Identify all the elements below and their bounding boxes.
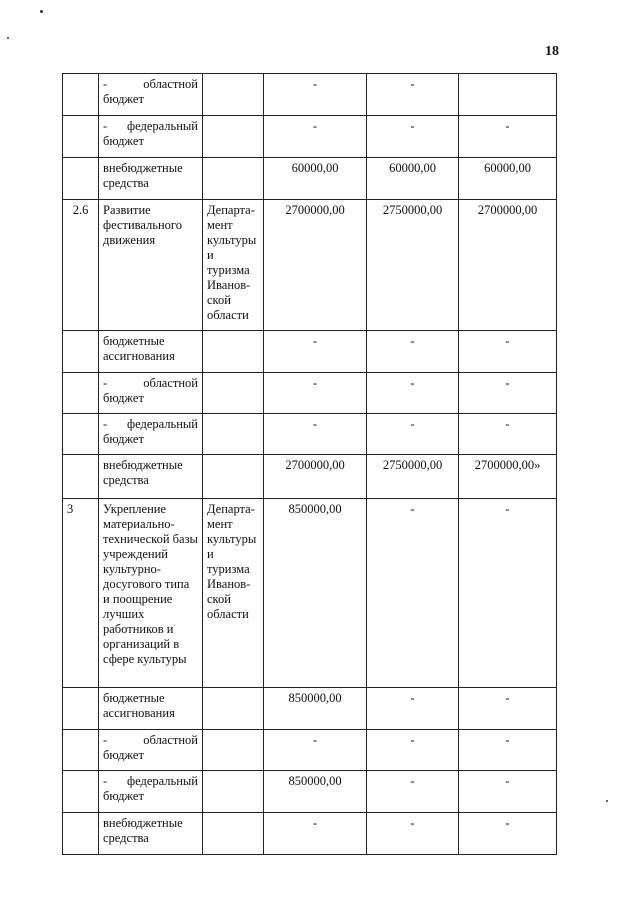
- row-number: [63, 373, 99, 414]
- row-value-year3: 2700000,00: [459, 200, 557, 331]
- row-value-year2: -: [367, 373, 459, 414]
- row-value-year2: -: [367, 116, 459, 158]
- row-number: 3: [63, 499, 99, 688]
- row-number: [63, 331, 99, 373]
- row-value-year2: -: [367, 414, 459, 455]
- row-name: - областной бюджет: [99, 373, 203, 414]
- row-name: внебюджетные средства: [99, 158, 203, 200]
- page-number: 18: [545, 44, 559, 59]
- row-value-year2: -: [367, 730, 459, 771]
- scan-speck: [7, 37, 9, 39]
- row-value-year2: 60000,00: [367, 158, 459, 200]
- table-row: [63, 730, 557, 771]
- row-value-year3: -: [459, 499, 557, 688]
- table-row: [63, 373, 557, 414]
- row-executor: [203, 373, 264, 414]
- row-value-year1: 2700000,00: [264, 455, 367, 499]
- row-value-year1: 60000,00: [264, 158, 367, 200]
- row-name: - федеральный бюджет: [99, 414, 203, 455]
- row-executor: [203, 813, 264, 855]
- row-name: бюджетные ассигнования: [99, 688, 203, 730]
- row-number: [63, 730, 99, 771]
- row-number: [63, 74, 99, 116]
- row-value-year3: -: [459, 116, 557, 158]
- row-name: - федеральный бюджет: [99, 116, 203, 158]
- row-executor: [203, 74, 264, 116]
- row-value-year1: -: [264, 331, 367, 373]
- table-row: [63, 813, 557, 855]
- row-value-year3: -: [459, 688, 557, 730]
- row-value-year3: -: [459, 373, 557, 414]
- row-value-year3: 2700000,00»: [459, 455, 557, 499]
- row-value-year2: -: [367, 813, 459, 855]
- row-value-year3: [459, 74, 557, 116]
- row-number: [63, 116, 99, 158]
- row-value-year1: 850000,00: [264, 499, 367, 688]
- row-value-year3: -: [459, 813, 557, 855]
- scan-speck: [40, 10, 43, 13]
- row-number: [63, 813, 99, 855]
- row-value-year1: -: [264, 730, 367, 771]
- row-executor: [203, 455, 264, 499]
- row-value-year3: -: [459, 331, 557, 373]
- table-row: [63, 116, 557, 158]
- row-executor: [203, 730, 264, 771]
- row-executor: [203, 771, 264, 813]
- row-executor: [203, 688, 264, 730]
- row-value-year2: -: [367, 499, 459, 688]
- row-value-year1: -: [264, 116, 367, 158]
- row-name: - областной бюджет: [99, 730, 203, 771]
- row-number: [63, 158, 99, 200]
- row-value-year3: 60000,00: [459, 158, 557, 200]
- row-number: 2.6: [63, 200, 99, 331]
- row-number: [63, 414, 99, 455]
- table-row: [63, 158, 557, 200]
- row-value-year1: -: [264, 813, 367, 855]
- budget-table: [62, 73, 557, 855]
- row-executor: [203, 331, 264, 373]
- row-value-year2: -: [367, 74, 459, 116]
- row-value-year1: -: [264, 373, 367, 414]
- row-number: [63, 771, 99, 813]
- row-value-year1: 850000,00: [264, 688, 367, 730]
- row-number: [63, 455, 99, 499]
- table-row: [63, 414, 557, 455]
- row-value-year2: -: [367, 688, 459, 730]
- table-row: [63, 74, 557, 116]
- row-executor: Департа-мент культуры и туризма Иванов-ской области: [203, 200, 264, 331]
- row-value-year3: -: [459, 414, 557, 455]
- row-value-year2: 2750000,00: [367, 455, 459, 499]
- row-value-year2: -: [367, 771, 459, 813]
- row-name: внебюджетные средства: [99, 813, 203, 855]
- table-row: [63, 688, 557, 730]
- table-row: [63, 331, 557, 373]
- row-name: - областной бюджет: [99, 74, 203, 116]
- table-row: [63, 771, 557, 813]
- table-row: [63, 455, 557, 499]
- row-value-year2: -: [367, 331, 459, 373]
- row-value-year2: 2750000,00: [367, 200, 459, 331]
- row-executor: Департа-мент культуры и туризма Иванов-ской области: [203, 499, 264, 688]
- row-value-year1: -: [264, 74, 367, 116]
- row-value-year1: 2700000,00: [264, 200, 367, 331]
- row-executor: [203, 158, 264, 200]
- row-number: [63, 688, 99, 730]
- row-executor: [203, 116, 264, 158]
- row-name: - федеральный бюджет: [99, 771, 203, 813]
- table-row: [63, 200, 557, 331]
- row-value-year3: -: [459, 730, 557, 771]
- row-value-year1: -: [264, 414, 367, 455]
- row-value-year1: 850000,00: [264, 771, 367, 813]
- row-name: бюджетные ассигнования: [99, 331, 203, 373]
- row-name: внебюджетные средства: [99, 455, 203, 499]
- row-value-year3: -: [459, 771, 557, 813]
- row-executor: [203, 414, 264, 455]
- row-name: Укрепление материально-технической базы учреждений культурно-досугового типа и поощрение лучших работников и организаций в сфере культуры: [99, 499, 203, 688]
- row-name: Развитие фестивального движения: [99, 200, 203, 331]
- table-row: [63, 499, 557, 688]
- scan-speck: [606, 800, 608, 802]
